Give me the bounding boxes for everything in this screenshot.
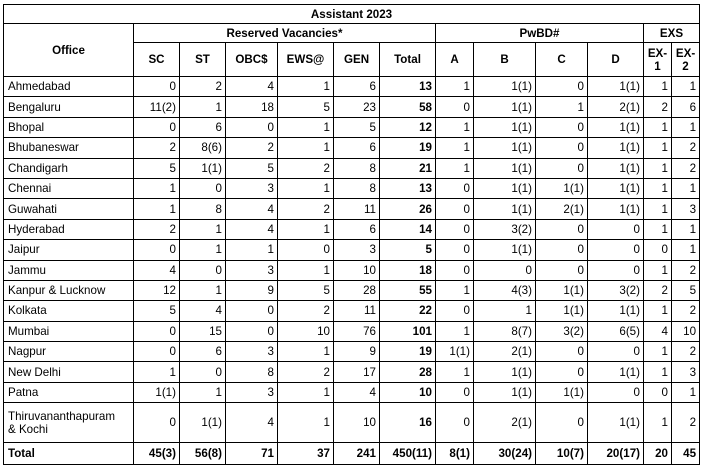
table-row (4, 199, 700, 219)
obc-cell: 4 (226, 77, 278, 97)
ews-cell: 2 (278, 199, 334, 219)
sc-cell: 0 (134, 321, 180, 341)
b-cell: 1(1) (474, 117, 536, 137)
d-cell: 0 (588, 260, 644, 280)
table-row (4, 362, 700, 382)
obc-cell: 0 (226, 117, 278, 137)
obc-cell: 1 (226, 240, 278, 260)
obc-cell: 4 (226, 219, 278, 239)
d-cell: 1(1) (588, 138, 644, 158)
st-cell: 1(1) (180, 403, 226, 443)
b-cell: 8(7) (474, 321, 536, 341)
gen-cell: 11 (334, 301, 380, 321)
ex1-cell: 4 (644, 321, 672, 341)
a-cell: 1 (436, 362, 474, 382)
ex2-cell: 2 (672, 301, 700, 321)
d-cell: 3(2) (588, 280, 644, 300)
total-cell: 16 (380, 403, 436, 443)
ex2-header: EX- 2 (672, 43, 700, 77)
obc-cell: 3 (226, 260, 278, 280)
obc-cell: 3 (226, 342, 278, 362)
st-cell: 2 (180, 77, 226, 97)
ex2-cell: 1 (672, 240, 700, 260)
ex2-cell: 1 (672, 382, 700, 402)
total-header: Total (380, 43, 436, 77)
sc-cell: 1 (134, 178, 180, 198)
total-cell: 58 (380, 97, 436, 117)
ews-cell: 2 (278, 362, 334, 382)
ex2-cell: 10 (672, 321, 700, 341)
reserved-header: Reserved Vacancies* (134, 24, 436, 43)
a-header: A (436, 43, 474, 77)
ews-cell: 1 (278, 403, 334, 443)
gen-cell: 5 (334, 117, 380, 137)
st-cell: 0 (180, 260, 226, 280)
ex1-cell: 2 (644, 280, 672, 300)
office-cell: Jaipur (4, 240, 134, 260)
total-a-cell: 8(1) (436, 443, 474, 465)
sc-cell: 5 (134, 301, 180, 321)
ex1-cell: 1 (644, 158, 672, 178)
c-cell: 1(1) (536, 382, 588, 402)
c-cell: 0 (536, 117, 588, 137)
c-header: C (536, 43, 588, 77)
c-cell: 1(1) (536, 178, 588, 198)
ews-cell: 5 (278, 280, 334, 300)
total-cell: 12 (380, 117, 436, 137)
b-cell: 1(1) (474, 77, 536, 97)
obc-cell: 3 (226, 382, 278, 402)
ews-cell: 10 (278, 321, 334, 341)
obc-cell: 8 (226, 362, 278, 382)
table-row (4, 77, 700, 97)
office-cell: Nagpur (4, 342, 134, 362)
table-row (4, 97, 700, 117)
gen-cell: 23 (334, 97, 380, 117)
ex1-cell: 1 (644, 178, 672, 198)
sc-cell: 4 (134, 260, 180, 280)
obc-cell: 9 (226, 280, 278, 300)
a-cell: 0 (436, 403, 474, 443)
ex1-cell: 1 (644, 117, 672, 137)
a-cell: 1 (436, 77, 474, 97)
obc-cell: 5 (226, 158, 278, 178)
d-cell: 1(1) (588, 403, 644, 443)
office-cell: Bhopal (4, 117, 134, 137)
gen-cell: 11 (334, 199, 380, 219)
sc-cell: 1 (134, 362, 180, 382)
total-cell: 19 (380, 342, 436, 362)
ex2-cell: 2 (672, 403, 700, 443)
office-cell: Mumbai (4, 321, 134, 341)
ews-cell: 1 (278, 342, 334, 362)
st-header: ST (180, 43, 226, 77)
ews-cell: 1 (278, 77, 334, 97)
total-c-cell: 10(7) (536, 443, 588, 465)
gen-cell: 10 (334, 403, 380, 443)
ex2-cell: 5 (672, 280, 700, 300)
st-cell: 0 (180, 362, 226, 382)
sc-cell: 0 (134, 77, 180, 97)
c-cell: 1(1) (536, 280, 588, 300)
d-cell: 1(1) (588, 362, 644, 382)
office-cell: Kanpur & Lucknow (4, 280, 134, 300)
ex1-cell: 1 (644, 77, 672, 97)
ex2-cell: 2 (672, 342, 700, 362)
ex1-cell: 1 (644, 301, 672, 321)
a-cell: 0 (436, 178, 474, 198)
obc-cell: 4 (226, 403, 278, 443)
ex2-cell: 1 (672, 77, 700, 97)
table-row (4, 403, 700, 443)
total-cell: 19 (380, 138, 436, 158)
ex2-cell: 6 (672, 97, 700, 117)
total-d-cell: 20(17) (588, 443, 644, 465)
c-cell: 2(1) (536, 199, 588, 219)
d-header: D (588, 43, 644, 77)
b-cell: 1 (474, 301, 536, 321)
ex2-cell: 2 (672, 138, 700, 158)
obc-cell: 2 (226, 138, 278, 158)
obc-cell: 4 (226, 199, 278, 219)
b-cell: 1(1) (474, 240, 536, 260)
office-cell: Patna (4, 382, 134, 402)
d-cell: 1(1) (588, 117, 644, 137)
d-cell: 6(5) (588, 321, 644, 341)
sc-header: SC (134, 43, 180, 77)
ews-cell: 2 (278, 158, 334, 178)
ews-cell: 1 (278, 138, 334, 158)
d-cell: 1(1) (588, 178, 644, 198)
b-cell: 2(1) (474, 403, 536, 443)
c-cell: 0 (536, 240, 588, 260)
b-cell: 1(1) (474, 382, 536, 402)
c-cell: 0 (536, 77, 588, 97)
ex2-cell: 1 (672, 117, 700, 137)
total-ex2-cell: 45 (672, 443, 700, 465)
total-cell: 21 (380, 158, 436, 178)
ex1-cell: 1 (644, 362, 672, 382)
st-cell: 1(1) (180, 158, 226, 178)
a-cell: 0 (436, 260, 474, 280)
ex1-cell: 0 (644, 382, 672, 402)
st-cell: 6 (180, 117, 226, 137)
gen-cell: 4 (334, 382, 380, 402)
gen-cell: 6 (334, 219, 380, 239)
table-row (4, 178, 700, 198)
ews-header: EWS@ (278, 43, 334, 77)
st-cell: 1 (180, 219, 226, 239)
table-row (4, 240, 700, 260)
total-cell: 13 (380, 178, 436, 198)
table-row (4, 321, 700, 341)
vacancy-table (3, 4, 700, 465)
d-cell: 0 (588, 219, 644, 239)
ex1-cell: 1 (644, 219, 672, 239)
table-row (4, 280, 700, 300)
ex2-cell: 1 (672, 178, 700, 198)
total-cell: 10 (380, 382, 436, 402)
totals-row (4, 443, 700, 465)
office-cell: New Delhi (4, 362, 134, 382)
gen-header: GEN (334, 43, 380, 77)
office-cell: Kolkata (4, 301, 134, 321)
table-row (4, 219, 700, 239)
total-cell: 22 (380, 301, 436, 321)
d-cell: 2(1) (588, 97, 644, 117)
st-cell: 6 (180, 342, 226, 362)
gen-cell: 10 (334, 260, 380, 280)
c-cell: 0 (536, 138, 588, 158)
gen-cell: 76 (334, 321, 380, 341)
a-cell: 0 (436, 219, 474, 239)
obc-cell: 3 (226, 178, 278, 198)
d-cell: 0 (588, 240, 644, 260)
a-cell: 1 (436, 138, 474, 158)
b-cell: 3(2) (474, 219, 536, 239)
ex2-cell: 1 (672, 219, 700, 239)
office-cell: Bhubaneswar (4, 138, 134, 158)
office-cell: Chandigarh (4, 158, 134, 178)
gen-cell: 8 (334, 178, 380, 198)
b-cell: 1(1) (474, 158, 536, 178)
ews-cell: 1 (278, 219, 334, 239)
office-cell: Guwahati (4, 199, 134, 219)
total-st-cell: 56(8) (180, 443, 226, 465)
a-cell: 1(1) (436, 342, 474, 362)
table-row (4, 342, 700, 362)
d-cell: 0 (588, 382, 644, 402)
a-cell: 0 (436, 240, 474, 260)
st-cell: 1 (180, 240, 226, 260)
c-cell: 3(2) (536, 321, 588, 341)
total-cell: 55 (380, 280, 436, 300)
a-cell: 1 (436, 280, 474, 300)
a-cell: 1 (436, 321, 474, 341)
b-header: B (474, 43, 536, 77)
st-cell: 1 (180, 97, 226, 117)
gen-cell: 28 (334, 280, 380, 300)
ews-cell: 1 (278, 178, 334, 198)
office-header: Office (4, 24, 134, 77)
st-cell: 1 (180, 280, 226, 300)
table-row (4, 117, 700, 137)
ex2-cell: 2 (672, 260, 700, 280)
sc-cell: 12 (134, 280, 180, 300)
b-cell: 1(1) (474, 138, 536, 158)
sc-cell: 2 (134, 219, 180, 239)
obc-cell: 0 (226, 321, 278, 341)
total-ews-cell: 37 (278, 443, 334, 465)
ews-cell: 5 (278, 97, 334, 117)
a-cell: 0 (436, 301, 474, 321)
total-total-cell: 450(11) (380, 443, 436, 465)
ex1-cell: 2 (644, 97, 672, 117)
total-b-cell: 30(24) (474, 443, 536, 465)
a-cell: 1 (436, 158, 474, 178)
ex1-cell: 1 (644, 342, 672, 362)
sc-cell: 1 (134, 199, 180, 219)
sc-cell: 2 (134, 138, 180, 158)
total-obc-cell: 71 (226, 443, 278, 465)
table-row (4, 158, 700, 178)
ex1-cell: 0 (644, 240, 672, 260)
ex1-cell: 1 (644, 138, 672, 158)
total-cell: 28 (380, 362, 436, 382)
gen-cell: 17 (334, 362, 380, 382)
total-ex1-cell: 20 (644, 443, 672, 465)
exs-header: EXS (644, 24, 700, 43)
b-cell: 1(1) (474, 199, 536, 219)
sc-cell: 0 (134, 117, 180, 137)
ews-cell: 1 (278, 382, 334, 402)
total-cell: 5 (380, 240, 436, 260)
c-cell: 0 (536, 260, 588, 280)
ews-cell: 1 (278, 260, 334, 280)
table-row (4, 382, 700, 402)
total-cell: 14 (380, 219, 436, 239)
total-cell: 101 (380, 321, 436, 341)
total-gen-cell: 241 (334, 443, 380, 465)
sc-cell: 0 (134, 403, 180, 443)
total-sc-cell: 45(3) (134, 443, 180, 465)
a-cell: 1 (436, 117, 474, 137)
b-cell: 1(1) (474, 178, 536, 198)
obc-cell: 18 (226, 97, 278, 117)
ex2-cell: 3 (672, 362, 700, 382)
a-cell: 0 (436, 382, 474, 402)
sc-cell: 0 (134, 240, 180, 260)
totals-label: Total (4, 443, 134, 465)
d-cell: 1(1) (588, 301, 644, 321)
d-cell: 1(1) (588, 77, 644, 97)
ex1-cell: 1 (644, 260, 672, 280)
total-cell: 18 (380, 260, 436, 280)
office-cell: Bengaluru (4, 97, 134, 117)
sc-cell: 0 (134, 342, 180, 362)
gen-cell: 6 (334, 77, 380, 97)
c-cell: 1 (536, 97, 588, 117)
c-cell: 1(1) (536, 301, 588, 321)
ex1-header: EX- 1 (644, 43, 672, 77)
office-cell: Chennai (4, 178, 134, 198)
b-cell: 4(3) (474, 280, 536, 300)
obc-cell: 0 (226, 301, 278, 321)
a-cell: 0 (436, 97, 474, 117)
c-cell: 0 (536, 403, 588, 443)
d-cell: 1(1) (588, 199, 644, 219)
pwbd-header: PwBD# (436, 24, 644, 43)
a-cell: 0 (436, 199, 474, 219)
ews-cell: 1 (278, 117, 334, 137)
office-cell: Hyderabad (4, 219, 134, 239)
b-cell: 2(1) (474, 342, 536, 362)
st-cell: 1 (180, 382, 226, 402)
ex2-cell: 2 (672, 158, 700, 178)
sc-cell: 1(1) (134, 382, 180, 402)
ex1-cell: 1 (644, 403, 672, 443)
ews-cell: 2 (278, 301, 334, 321)
gen-cell: 8 (334, 158, 380, 178)
st-cell: 4 (180, 301, 226, 321)
ex1-cell: 1 (644, 199, 672, 219)
c-cell: 0 (536, 342, 588, 362)
table-row (4, 301, 700, 321)
office-cell: Ahmedabad (4, 77, 134, 97)
st-cell: 8(6) (180, 138, 226, 158)
b-cell: 1(1) (474, 362, 536, 382)
st-cell: 15 (180, 321, 226, 341)
gen-cell: 6 (334, 138, 380, 158)
d-cell: 0 (588, 342, 644, 362)
obc-header: OBC$ (226, 43, 278, 77)
st-cell: 8 (180, 199, 226, 219)
b-cell: 1(1) (474, 97, 536, 117)
gen-cell: 9 (334, 342, 380, 362)
ex2-cell: 3 (672, 199, 700, 219)
d-cell: 1(1) (588, 158, 644, 178)
c-cell: 0 (536, 362, 588, 382)
b-cell: 0 (474, 260, 536, 280)
total-cell: 26 (380, 199, 436, 219)
office-cell: Thiruvananthapuram & Kochi (4, 403, 134, 443)
gen-cell: 3 (334, 240, 380, 260)
c-cell: 0 (536, 158, 588, 178)
sc-cell: 11(2) (134, 97, 180, 117)
table-row (4, 260, 700, 280)
st-cell: 0 (180, 178, 226, 198)
sc-cell: 5 (134, 158, 180, 178)
ews-cell: 0 (278, 240, 334, 260)
total-cell: 13 (380, 77, 436, 97)
table-row (4, 138, 700, 158)
c-cell: 0 (536, 219, 588, 239)
office-cell: Jammu (4, 260, 134, 280)
table-title: Assistant 2023 (4, 5, 700, 24)
